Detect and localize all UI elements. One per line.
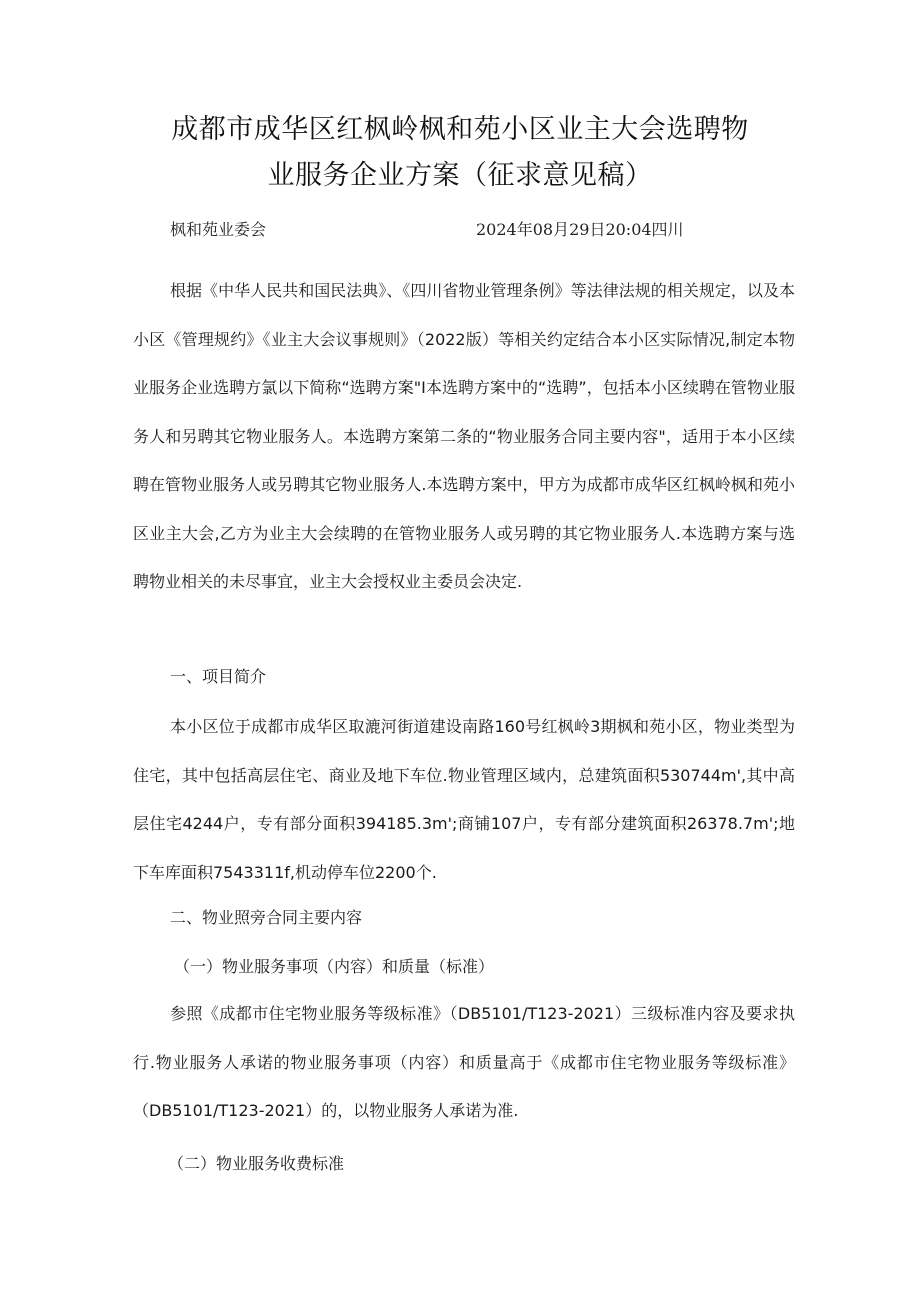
document-title-line-1: 成都市成华区红枫岭枫和苑小区业主大会选聘物 (171, 114, 749, 145)
publish-datetime: 2024年08月29日20:04四川 (476, 220, 684, 239)
service-standard-paragraph: 参照《成都市住宅物业服务等级标准》（DB5101/T123-2021）三级标准内容及要求执行.物业服务人承诺的物业服务事项（内容）和质量高于《成都市住宅物业服务等级标准》（DB5101/T123-2021）的，以物业服务人承诺为准. (133, 1004, 795, 1120)
document-title-line-2: 业服务企业方案（征求意见稿） (267, 160, 653, 191)
subsection-heading-service-items: （一）物业服务事项（内容）和质量（标准） (174, 957, 495, 976)
author-name: 枫和苑业委会 (170, 220, 267, 239)
section-heading-contract-content: 二、物业照旁合同主要内容 (170, 908, 363, 927)
subsection-heading-service-fees: （二）物业服务收费标准 (168, 1154, 345, 1173)
section-heading-project-intro: 一、项目简介 (170, 667, 267, 686)
intro-paragraph: 根据《中华人民共和国民法典》、《四川省物业管理条例》等法律法规的相关规定，以及本小区《管理规约》《业主大会议事规则》（2022版）等相关约定结合本小区实际情况,制定本物业服务企业选聘方氯以下简称“选聘方案"I本选聘方案中的“选聘”，包括本小区续聘在管物业服务人和另聘其它物业服务人。本选聘方案第二条的“物业服务合同主要内容"，适用于本小区续聘在管物业服务人或另聘其它物业服务人.本选聘方案中，甲方为成都市成华区红枫岭枫和苑小区业主大会,乙方为业主大会续聘的在管物业服务人或另聘的其它物业服务人.本选聘方案与选聘物业相关的未尽事宜，业主大会授权业主委员会决定. (133, 281, 795, 591)
project-intro-paragraph: 本小区位于成都市成华区取漉河街道建设南路160号红枫岭3期枫和苑小区，物业类型为住宅，其中包括高层住宅、商业及地下车位.物业管理区域内，总建筑面积530744m',其中高层住宅4244户，专有部分面积394185.3m';商铺107户，专有部分建筑面积26378.7m';地下车库面积7543311f,机动停车位2200个. (133, 717, 795, 882)
